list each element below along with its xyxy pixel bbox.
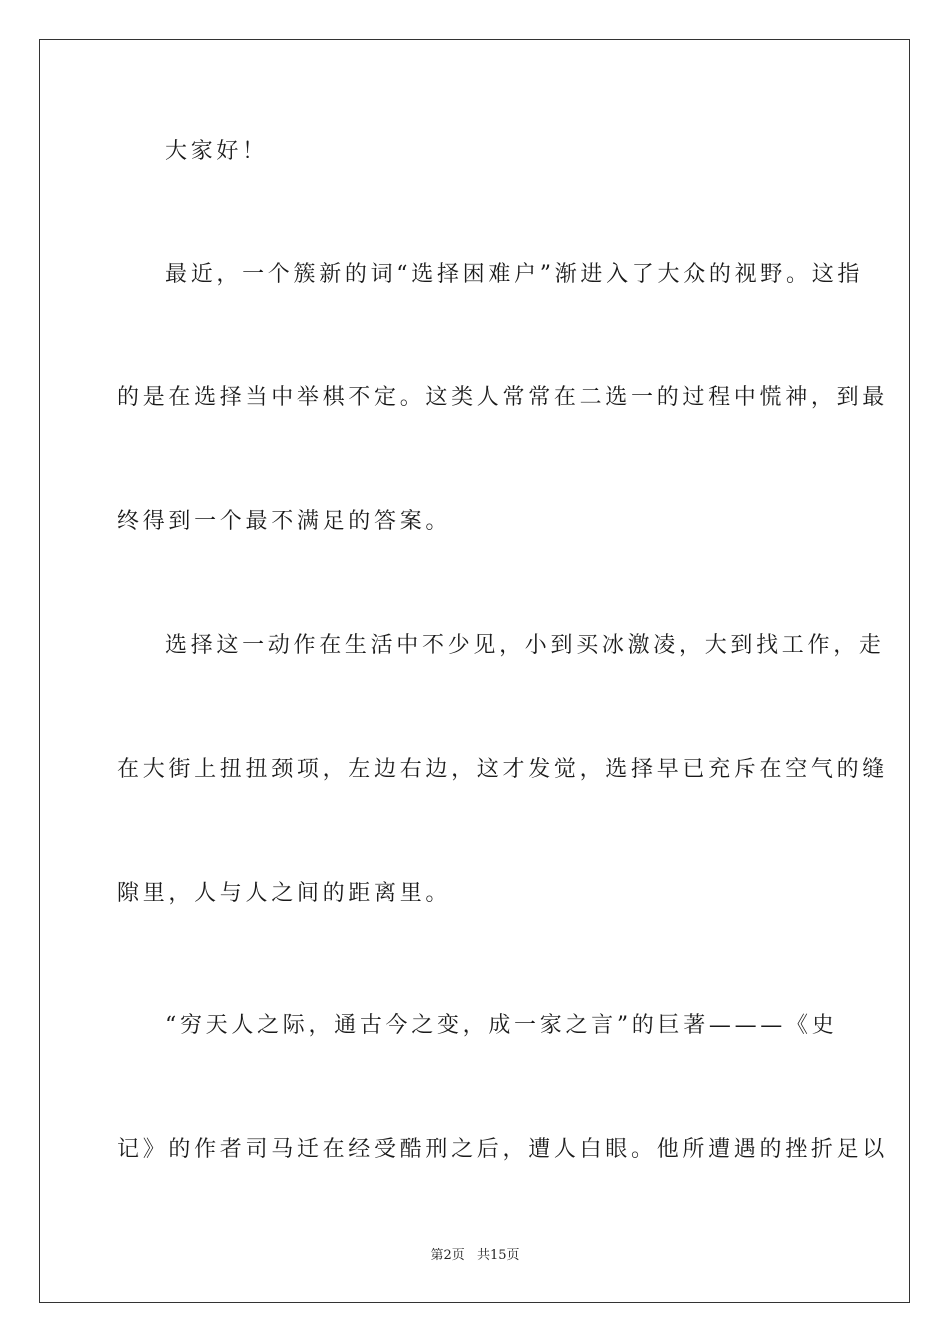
paragraph-2-line-3: 隙里，人与人之间的距离里。 [117, 881, 452, 906]
paragraph-1-line-1: 最近，一个簇新的词“选择困难户”渐进入了大众的视野。这指 [165, 262, 864, 287]
page-border [39, 39, 910, 1303]
paragraph-1-line-2: 的是在选择当中举棋不定。这类人常常在二选一的过程中慌神，到最 [117, 385, 889, 410]
page-footer [0, 1247, 950, 1265]
greeting-line: 大家好！ [165, 139, 268, 164]
paragraph-3-line-1: “穷天人之际，通古今之变，成一家之言”的巨著———《史 [165, 1013, 838, 1038]
page-number: 第2页 [430, 1248, 465, 1263]
paragraph-2-line-1: 选择这一动作在生活中不少见，小到买冰激凌，大到找工作，走 [165, 633, 885, 658]
paragraph-1-line-3: 终得到一个最不满足的答案。 [117, 509, 452, 534]
paragraph-2-line-2: 在大街上扭扭颈项，左边右边，这才发觉，选择早已充斥在空气的缝 [117, 757, 889, 782]
page-total: 共15页 [476, 1248, 520, 1263]
paragraph-3-line-2: 记》的作者司马迁在经受酷刑之后，遭人白眼。他所遭遇的挫折足以 [117, 1137, 889, 1162]
